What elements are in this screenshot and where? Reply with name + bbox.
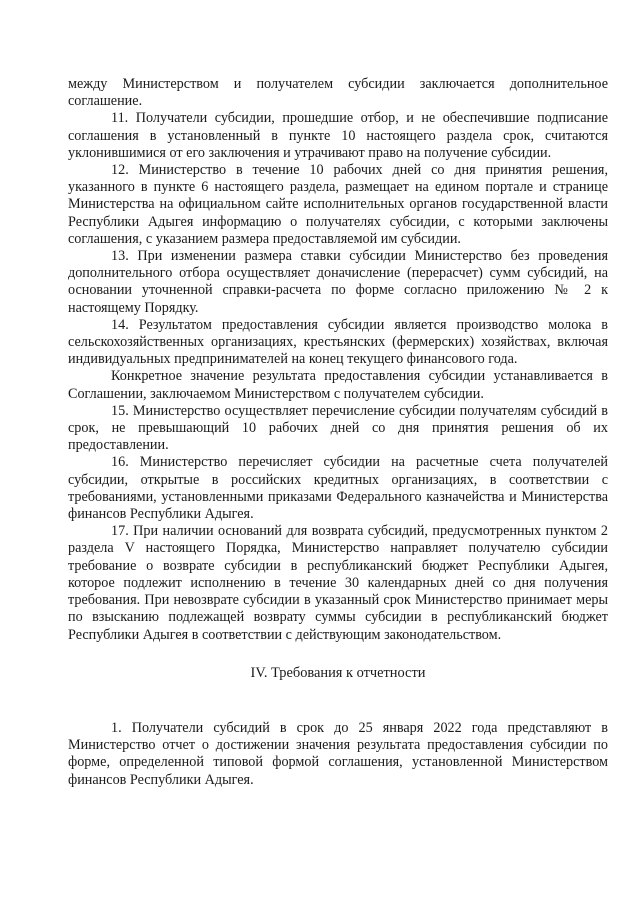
paragraph-17: 17. При наличии оснований для возврата субсидий, предусмотренных пунктом 2 раздела V настоящего Порядка, Министерство направляет получателю субсидии требование о возврате субсидии в республиканский бюджет Республики Адыгея, которое подлежит исполнению в течение 30 календарных дней со дня получения требования. При невозврате субсидии в указанный срок Министерство принимает меры по взысканию подлежащей возврату суммы субсидии в республиканский бюджет Республики Адыгея в соответствии с действующим законодательством. bbox=[68, 523, 608, 643]
section-heading: IV. Требования к отчетности bbox=[250, 664, 426, 681]
paragraph-16: 16. Министерство перечисляет субсидии на расчетные счета получателей субсидии, открытые в российских кредитных организациях, в соответствии с требованиями, установленными приказами Федерального казначейства и Министерства финансов Республики Адыгея. bbox=[68, 454, 608, 523]
paragraph-result-value: Конкретное значение результата предоставления субсидии устанавливается в Соглашении, заключаемом Министерством с получателем субсидии. bbox=[68, 368, 608, 402]
paragraph-11: 11. Получатели субсидии, прошедшие отбор, и не обеспечившие подписание соглашения в установленный в пункте 10 настоящего раздела срок, считаются уклонившимися от его заключения и утрачивают право на получение субсидии. bbox=[68, 110, 608, 161]
paragraph-reporting-1: 1. Получатели субсидий в срок до 25 января 2022 года представляют в Министерство отчет о достижении значения результата предоставления субсидии по форме, определенной типовой формой соглашения, установленной Министерством финансов Республики Адыгея. bbox=[68, 719, 608, 788]
paragraph-continuation: между Министерством и получателем субсидии заключается дополнительное соглашение. bbox=[68, 76, 608, 110]
paragraph-12: 12. Министерство в течение 10 рабочих дней со дня принятия решения, указанного в пункте 6 настоящего раздела, размещает на едином портале и странице Министерства на официальном сайте исполнительных органов государственной власти Республики Адыгея информацию о получателях субсидии, с которыми заключены соглашения, с указанием размера предоставляемой им субсидии. bbox=[68, 162, 608, 247]
paragraph-14: 14. Результатом предоставления субсидии является производство молока в сельскохозяйственных организациях, крестьянских (фермерских) хозяйствах, включая индивидуальных предпринимателей на конец текущего финансового года. bbox=[68, 316, 608, 368]
document-body bbox=[68, 76, 608, 789]
paragraph-13: 13. При изменении размера ставки субсидии Министерство без проведения дополнительного отбора осуществляет доначисление (перерасчет) сумм субсидий, на основании уточненной справки-расчета по форме согласно приложению № 2 к настоящему Порядку. bbox=[68, 248, 608, 316]
paragraph-15: 15. Министерство осуществляет перечисление субсидии получателям субсидий в срок, не превышающий 10 рабочих дней со дня принятия решения об их предоставлении. bbox=[68, 402, 608, 454]
